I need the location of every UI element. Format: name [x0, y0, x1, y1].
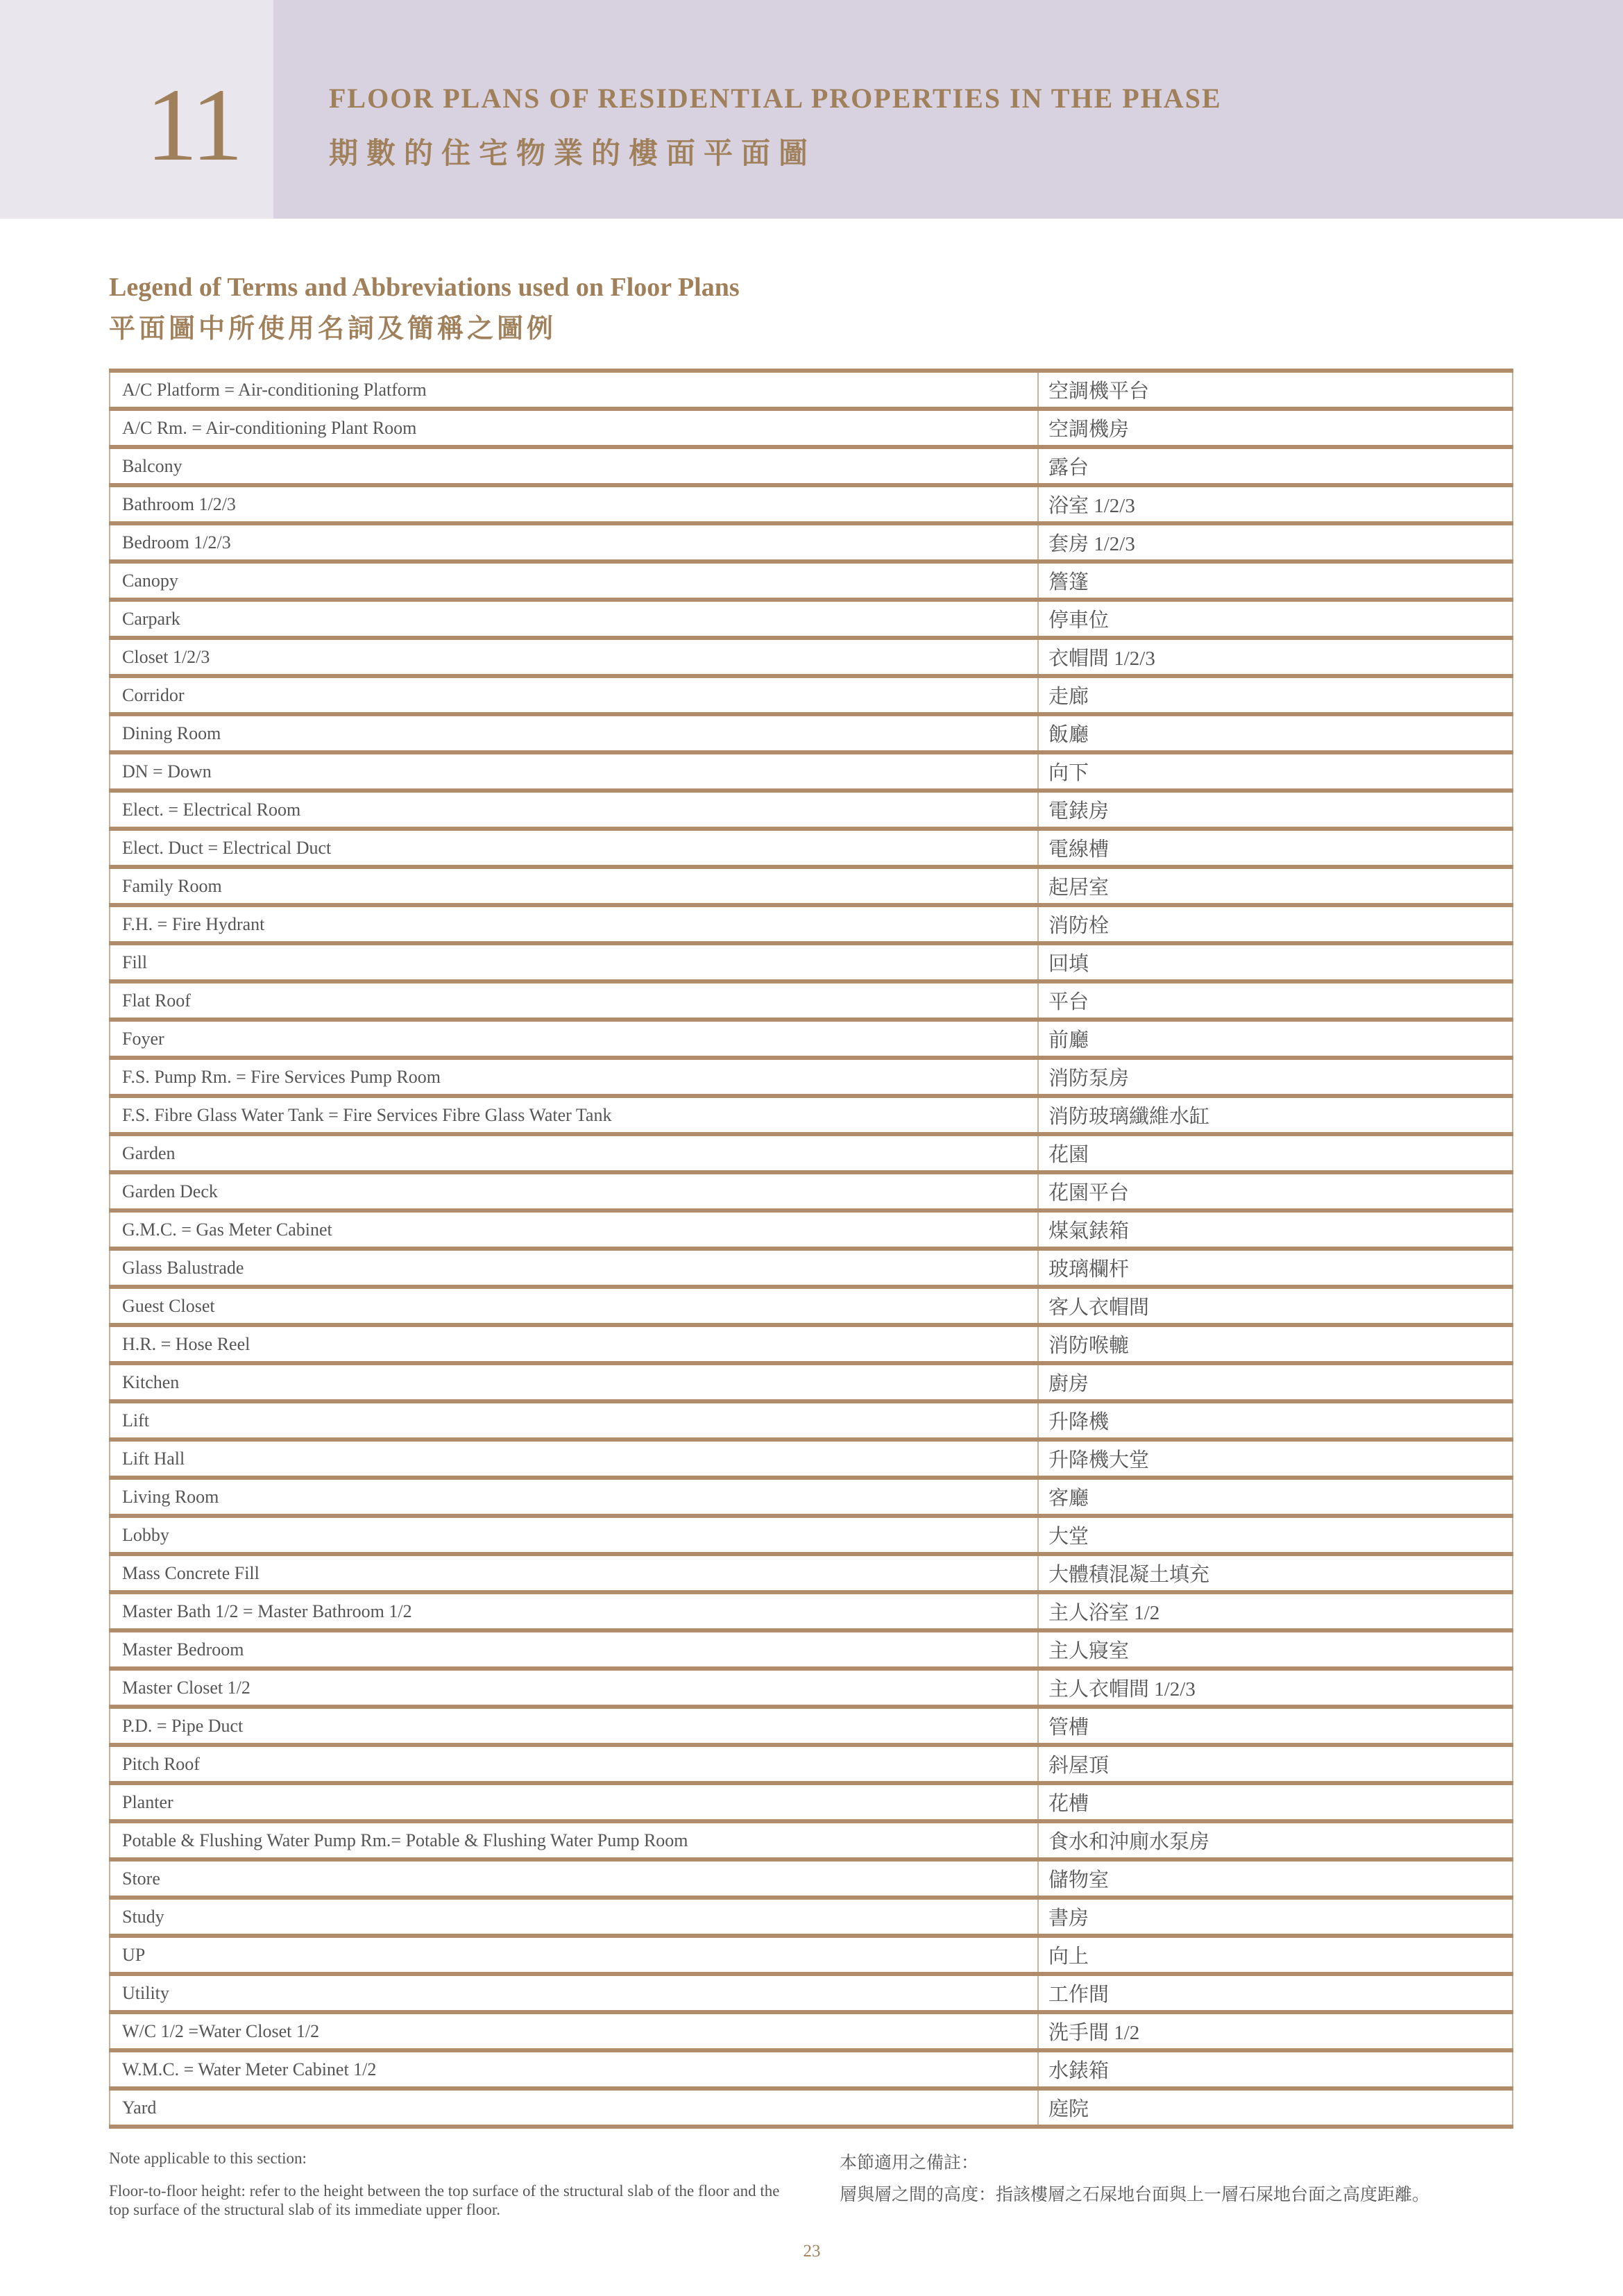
- legend-row: [110, 1554, 1513, 1592]
- legend-term-english: Master Closet 1/2: [110, 1669, 1038, 1707]
- legend-row: [110, 485, 1513, 523]
- legend-term-english: F.S. Fibre Glass Water Tank = Fire Services Fibre Glass Water Tank: [110, 1096, 1038, 1134]
- section-number: 11: [146, 67, 241, 183]
- legend-term-english: W.M.C. = Water Meter Cabinet 1/2: [110, 2050, 1038, 2088]
- legend-term-chinese: 管槽: [1038, 1707, 1513, 1745]
- legend-term-chinese: 主人寢室: [1038, 1630, 1513, 1669]
- legend-term-chinese: 庭院: [1038, 2088, 1513, 2127]
- legend-term-chinese: 消防喉轆: [1038, 1325, 1513, 1363]
- legend-term-chinese: 洗手間 1/2: [1038, 2012, 1513, 2050]
- legend-row: [110, 1478, 1513, 1516]
- legend-term-english: Planter: [110, 1783, 1038, 1821]
- legend-term-chinese: 工作間: [1038, 1974, 1513, 2012]
- legend-row: [110, 752, 1513, 791]
- legend-term-english: Garden: [110, 1134, 1038, 1172]
- legend-row: [110, 600, 1513, 638]
- legend-term-english: F.S. Pump Rm. = Fire Services Pump Room: [110, 1058, 1038, 1096]
- legend-term-english: H.R. = Hose Reel: [110, 1325, 1038, 1363]
- legend-row: [110, 523, 1513, 562]
- legend-term-english: P.D. = Pipe Duct: [110, 1707, 1038, 1745]
- legend-term-english: Yard: [110, 2088, 1038, 2127]
- legend-term-english: Family Room: [110, 867, 1038, 905]
- legend-row: [110, 447, 1513, 485]
- legend-row: [110, 676, 1513, 714]
- legend-term-english: Lobby: [110, 1516, 1038, 1554]
- legend-term-chinese: 消防玻璃纖維水缸: [1038, 1096, 1513, 1134]
- legend-term-chinese: 消防栓: [1038, 905, 1513, 943]
- legend-term-chinese: 套房 1/2/3: [1038, 523, 1513, 562]
- legend-row: [110, 409, 1513, 447]
- legend-term-chinese: 回填: [1038, 943, 1513, 981]
- legend-row: [110, 1783, 1513, 1821]
- legend-term-chinese: 書房: [1038, 1898, 1513, 1936]
- legend-row: [110, 1974, 1513, 2012]
- legend-title-english: Legend of Terms and Abbreviations used on Floor Plans: [109, 273, 740, 302]
- legend-term-english: G.M.C. = Gas Meter Cabinet: [110, 1210, 1038, 1249]
- page-number: 23: [803, 2242, 821, 2261]
- legend-term-english: Elect. = Electrical Room: [110, 791, 1038, 829]
- legend-term-chinese: 主人衣帽間 1/2/3: [1038, 1669, 1513, 1707]
- legend-term-chinese: 廚房: [1038, 1363, 1513, 1401]
- legend-term-chinese: 電線槽: [1038, 829, 1513, 867]
- legend-term-chinese: 花園: [1038, 1134, 1513, 1172]
- section-title-chinese: 期數的住宅物業的樓面平面圖: [329, 138, 817, 170]
- legend-term-chinese: 玻璃欄杆: [1038, 1249, 1513, 1287]
- legend-term-english: Carpark: [110, 600, 1038, 638]
- legend-row: [110, 905, 1513, 943]
- legend-term-english: UP: [110, 1936, 1038, 1974]
- legend-term-english: Canopy: [110, 562, 1038, 600]
- legend-term-english: Bedroom 1/2/3: [110, 523, 1038, 562]
- legend-row: [110, 1401, 1513, 1440]
- legend-term-chinese: 衣帽間 1/2/3: [1038, 638, 1513, 676]
- legend-term-chinese: 儲物室: [1038, 1859, 1513, 1898]
- legend-term-english: Balcony: [110, 447, 1038, 485]
- legend-row: [110, 1821, 1513, 1859]
- legend-term-chinese: 空調機房: [1038, 409, 1513, 447]
- legend-row: [110, 2012, 1513, 2050]
- legend-row: [110, 791, 1513, 829]
- legend-row: [110, 981, 1513, 1020]
- legend-term-chinese: 主人浴室 1/2: [1038, 1592, 1513, 1630]
- legend-term-english: W/C 1/2 =Water Closet 1/2: [110, 2012, 1038, 2050]
- legend-term-english: Pitch Roof: [110, 1745, 1038, 1783]
- legend-row: [110, 1669, 1513, 1707]
- note-heading-english: Note applicable to this section:: [109, 2150, 307, 2167]
- legend-row: [110, 1210, 1513, 1249]
- legend-term-english: Corridor: [110, 676, 1038, 714]
- legend-term-chinese: 電錶房: [1038, 791, 1513, 829]
- legend-term-english: A/C Platform = Air-conditioning Platform: [110, 371, 1038, 409]
- legend-term-chinese: 起居室: [1038, 867, 1513, 905]
- legend-term-chinese: 大堂: [1038, 1516, 1513, 1554]
- legend-row: [110, 1440, 1513, 1478]
- legend-row: [110, 371, 1513, 409]
- legend-term-english: A/C Rm. = Air-conditioning Plant Room: [110, 409, 1038, 447]
- legend-term-english: Guest Closet: [110, 1287, 1038, 1325]
- legend-row: [110, 829, 1513, 867]
- legend-row: [110, 1249, 1513, 1287]
- legend-row: [110, 1592, 1513, 1630]
- legend-term-chinese: 升降機大堂: [1038, 1440, 1513, 1478]
- legend-term-chinese: 前廳: [1038, 1020, 1513, 1058]
- legend-row: [110, 1516, 1513, 1554]
- legend-table: [109, 369, 1513, 2129]
- legend-term-chinese: 水錶箱: [1038, 2050, 1513, 2088]
- legend-row: [110, 1096, 1513, 1134]
- legend-term-chinese: 向上: [1038, 1936, 1513, 1974]
- legend-row: [110, 1020, 1513, 1058]
- legend-term-chinese: 簷篷: [1038, 562, 1513, 600]
- legend-term-chinese: 花槽: [1038, 1783, 1513, 1821]
- legend-term-english: Master Bath 1/2 = Master Bathroom 1/2: [110, 1592, 1038, 1630]
- legend-term-english: Lift Hall: [110, 1440, 1038, 1478]
- legend-row: [110, 1630, 1513, 1669]
- legend-term-english: Master Bedroom: [110, 1630, 1038, 1669]
- legend-row: [110, 714, 1513, 752]
- legend-term-chinese: 大體積混凝土填充: [1038, 1554, 1513, 1592]
- legend-term-chinese: 飯廳: [1038, 714, 1513, 752]
- note-heading-chinese: 本節適用之備註：: [840, 2154, 979, 2172]
- note-body-english: Floor-to-floor height: refer to the height between the top surface of the structural slab of the floor and the top surface of the structural slab of its immediate upper floor.: [109, 2182, 780, 2218]
- legend-term-chinese: 煤氣錶箱: [1038, 1210, 1513, 1249]
- legend-row: [110, 1058, 1513, 1096]
- legend-term-chinese: 消防泵房: [1038, 1058, 1513, 1096]
- legend-term-chinese: 斜屋頂: [1038, 1745, 1513, 1783]
- legend-term-chinese: 客人衣帽間: [1038, 1287, 1513, 1325]
- legend-term-english: Fill: [110, 943, 1038, 981]
- section-title-english: FLOOR PLANS OF RESIDENTIAL PROPERTIES IN THE PHASE: [329, 83, 1222, 114]
- legend-row: [110, 1134, 1513, 1172]
- legend-row: [110, 1859, 1513, 1898]
- legend-term-english: Utility: [110, 1974, 1038, 2012]
- legend-term-english: Flat Roof: [110, 981, 1038, 1020]
- legend-term-english: Mass Concrete Fill: [110, 1554, 1038, 1592]
- legend-term-chinese: 花園平台: [1038, 1172, 1513, 1210]
- legend-row: [110, 1707, 1513, 1745]
- legend-term-english: Living Room: [110, 1478, 1038, 1516]
- legend-term-english: Foyer: [110, 1020, 1038, 1058]
- legend-row: [110, 943, 1513, 981]
- legend-term-english: Lift: [110, 1401, 1038, 1440]
- legend-term-chinese: 升降機: [1038, 1401, 1513, 1440]
- legend-term-chinese: 食水和沖廁水泵房: [1038, 1821, 1513, 1859]
- legend-term-english: Glass Balustrade: [110, 1249, 1038, 1287]
- legend-term-english: Kitchen: [110, 1363, 1038, 1401]
- legend-term-chinese: 停車位: [1038, 600, 1513, 638]
- legend-term-chinese: 向下: [1038, 752, 1513, 791]
- legend-term-english: Closet 1/2/3: [110, 638, 1038, 676]
- legend-term-chinese: 走廊: [1038, 676, 1513, 714]
- legend-term-english: Elect. Duct = Electrical Duct: [110, 829, 1038, 867]
- legend-term-english: DN = Down: [110, 752, 1038, 791]
- legend-row: [110, 562, 1513, 600]
- legend-term-chinese: 浴室 1/2/3: [1038, 485, 1513, 523]
- legend-term-english: Bathroom 1/2/3: [110, 485, 1038, 523]
- legend-term-english: F.H. = Fire Hydrant: [110, 905, 1038, 943]
- legend-row: [110, 867, 1513, 905]
- legend-row: [110, 1898, 1513, 1936]
- legend-row: [110, 1325, 1513, 1363]
- legend-term-english: Garden Deck: [110, 1172, 1038, 1210]
- legend-row: [110, 2088, 1513, 2127]
- legend-title-chinese: 平面圖中所使用名詞及簡稱之圖例: [109, 314, 557, 344]
- legend-term-english: Store: [110, 1859, 1038, 1898]
- legend-row: [110, 1745, 1513, 1783]
- legend-row: [110, 1287, 1513, 1325]
- note-body-chinese: 層與層之間的高度：指該樓層之石屎地台面與上一層石屎地台面之高度距離。: [840, 2186, 1430, 2204]
- legend-row: [110, 2050, 1513, 2088]
- legend-term-english: Potable & Flushing Water Pump Rm.= Potable & Flushing Water Pump Room: [110, 1821, 1038, 1859]
- legend-row: [110, 1363, 1513, 1401]
- legend-row: [110, 1172, 1513, 1210]
- legend-term-chinese: 平台: [1038, 981, 1513, 1020]
- legend-term-chinese: 客廳: [1038, 1478, 1513, 1516]
- legend-row: [110, 638, 1513, 676]
- legend-term-chinese: 空調機平台: [1038, 371, 1513, 409]
- legend-term-chinese: 露台: [1038, 447, 1513, 485]
- legend-term-english: Dining Room: [110, 714, 1038, 752]
- legend-term-english: Study: [110, 1898, 1038, 1936]
- legend-row: [110, 1936, 1513, 1974]
- legend-table-body: [110, 371, 1513, 2127]
